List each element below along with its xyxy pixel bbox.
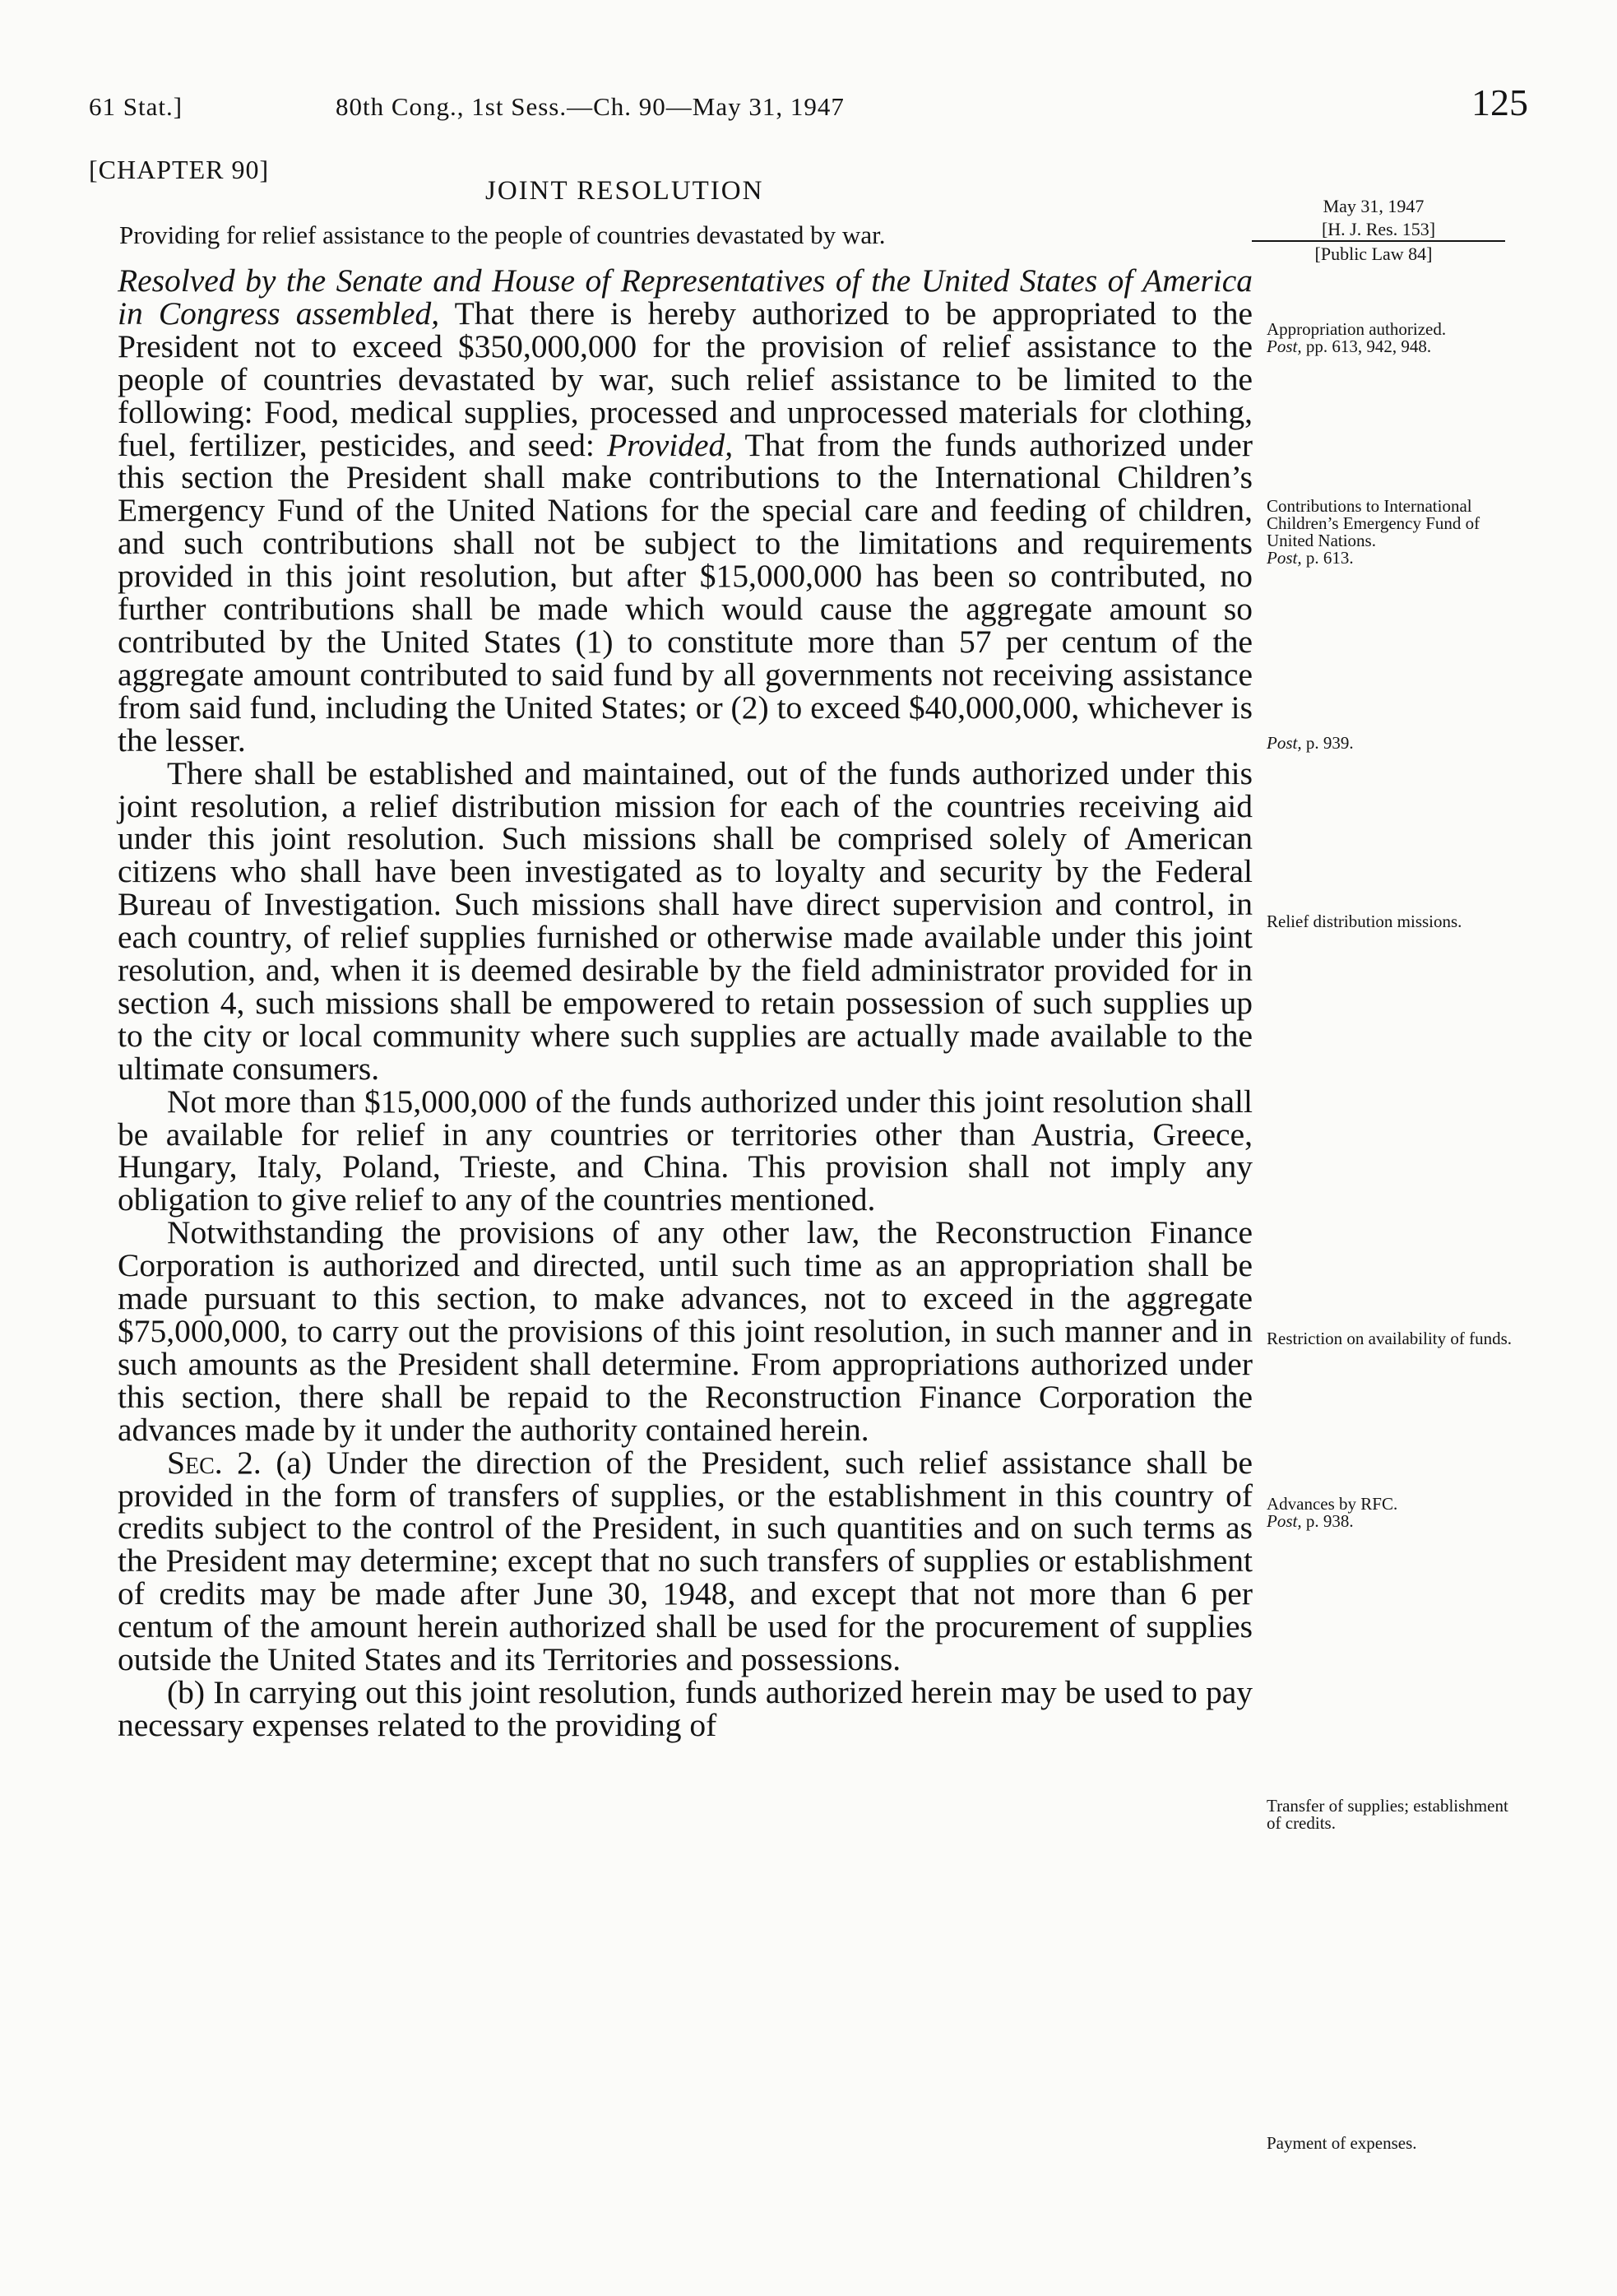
margin-note-relief-missions — [1267, 913, 1513, 930]
public-law-number: [Public Law 84] — [1314, 244, 1433, 264]
paragraph-5 — [118, 1444, 1253, 1678]
margin-note-contributions — [1267, 498, 1513, 567]
paragraph-5-text: (a) Under the direction of the President, such relief assistance shall be provided in the form of transfers of supplies, or the establishment in this country of credits subject to the control of the President, in such quantities and on such terms as the President may determine; except that no such transfers of supplies or establishment of credits may be made after June 30, 1948, and except that not more than 6 per centum of the amount herein authorized shall be used for the procurement of supplies outside the United States and its Territories and possessions. — [118, 1444, 1253, 1678]
resolution-title: JOINT RESOLUTION — [485, 176, 764, 206]
statute-reference: 61 Stat.] — [89, 92, 183, 121]
margin-note-post-939 — [1267, 735, 1513, 752]
margin-note-payment-expenses — [1267, 2135, 1513, 2152]
margin-note-rfc-advances — [1267, 1496, 1513, 1530]
page-number: 125 — [1471, 81, 1528, 123]
margin-note-text: Appropriation authorized. — [1267, 319, 1447, 339]
paragraph-3: Not more than $15,000,000 of the funds authorized under this joint resolution shall be available for relief in any countries or territories other than Austria, Greece, Hungary, Italy, Poland, Trieste, and China. This provision shall not imply any obligation to give relief to any of the countries mentioned. — [118, 1083, 1253, 1218]
paragraph-2: There shall be established and maintained, out of the funds authorized under this joint resolution, a relief distribution mission for each of the countries receiving aid under this joint resolution. Such missions shall be comprised solely of American citizens who shall have been investigated as to loyalty and security by the Federal Bureau of Investigation. Such missions shall have direct supervision and control, in each country, of relief supplies furnished or otherwise made available under this joint resolution, and, when it is deemed desirable by the field administrator provided for in section 4, such missions shall be empowered to retain possession of such supplies up to the city or local community where such supplies are actually made available to the ultimate consumers. — [118, 754, 1253, 1087]
margin-note-text: Payment of expenses. — [1267, 2133, 1417, 2153]
running-header — [89, 81, 1528, 130]
paragraph-1-text-b: That from the funds authorized under this section the President shall make contributions to the International Children’s Emergency Fund of the United Nations for the special care and feeding of children, and such contributions shall not be subject to the limitations and requirements provided in this joint resolution, but after $15,000,000 has been so contributed, no further contributions shall be made which would cause the aggregate amount so contributed by the United States (1) to constitute more than 57 per centum of the aggregate amount contributed to said fund by all governments not receiving assistance from said fund, including the United States; or (2) to exceed $40,000,000, whichever is the lesser. — [118, 426, 1253, 758]
paragraph-1 — [118, 262, 1253, 758]
margin-note-reference: Post, p. 938. — [1267, 1511, 1354, 1531]
chapter-label: [CHAPTER 90] — [89, 155, 270, 184]
margin-note-reference: Post, p. 613. — [1267, 548, 1354, 568]
margin-note-reference: Post, pp. 613, 942, 948. — [1267, 336, 1432, 356]
resolution-body — [118, 262, 1253, 1743]
bill-number: [H. J. Res. 153] — [1252, 219, 1505, 242]
paragraph-4: Notwithstanding the provisions of any other law, the Reconstruction Finance Corporation is authorized and directed, until such time as an appropriation shall be made pursuant to this section, to make advances, not to exceed in the aggregate $75,000,000, to carry out the provisions of this joint resolution, in such manner and in such amounts as the President shall determine. From appropriations authorized under this section, there shall be repaid to the Reconstruction Finance Corporation the advances made by it under the authority contained herein. — [118, 1214, 1253, 1448]
enacting-clause: Resolved by the Senate and House of Representatives of the United States of America in Congress assembled, — [118, 262, 1253, 332]
margin-note-restriction — [1267, 1330, 1513, 1347]
proviso-word: Provided, — [606, 426, 734, 463]
section-label: Sec. 2. — [167, 1444, 262, 1481]
margin-note-text: Contributions to International Children’s Emergency Fund of United Nations. — [1267, 496, 1480, 550]
margin-note-transfer-supplies — [1267, 1797, 1513, 1832]
paragraph-6: (b) In carrying out this joint resolution, funds authorized herein may be used to pay necessary expenses related to the providing of — [118, 1673, 1253, 1743]
margin-note-text: Transfer of supplies; establishment of credits. — [1267, 1796, 1508, 1833]
margin-note-text: Restriction on availability of funds. — [1267, 1329, 1513, 1348]
resolution-date: May 31, 1947 — [1323, 196, 1425, 216]
margin-note-reference: Post, p. 939. — [1267, 733, 1354, 753]
resolution-citation — [1242, 196, 1505, 265]
margin-note-text: Relief distribution missions. — [1267, 911, 1462, 931]
paragraph-1-text-a: That there is hereby authorized to be appropriated to the President not to exceed $350,000,000 for the provision of relief assistance to the people of countries devastated by war, such relief assistance to be limited to the following: Food, medical supplies, processed and unprocessed materials for clothing, fuel, fertilizer, pesticides, and seed: — [118, 295, 1253, 463]
resolution-subtitle: Providing for relief assistance to the people of countries devastated by war. — [119, 220, 886, 249]
margin-note-appropriation — [1267, 321, 1513, 355]
session-reference: 80th Cong., 1st Sess.—Ch. 90—May 31, 1947 — [336, 92, 845, 121]
margin-note-text: Advances by RFC. — [1267, 1494, 1398, 1514]
